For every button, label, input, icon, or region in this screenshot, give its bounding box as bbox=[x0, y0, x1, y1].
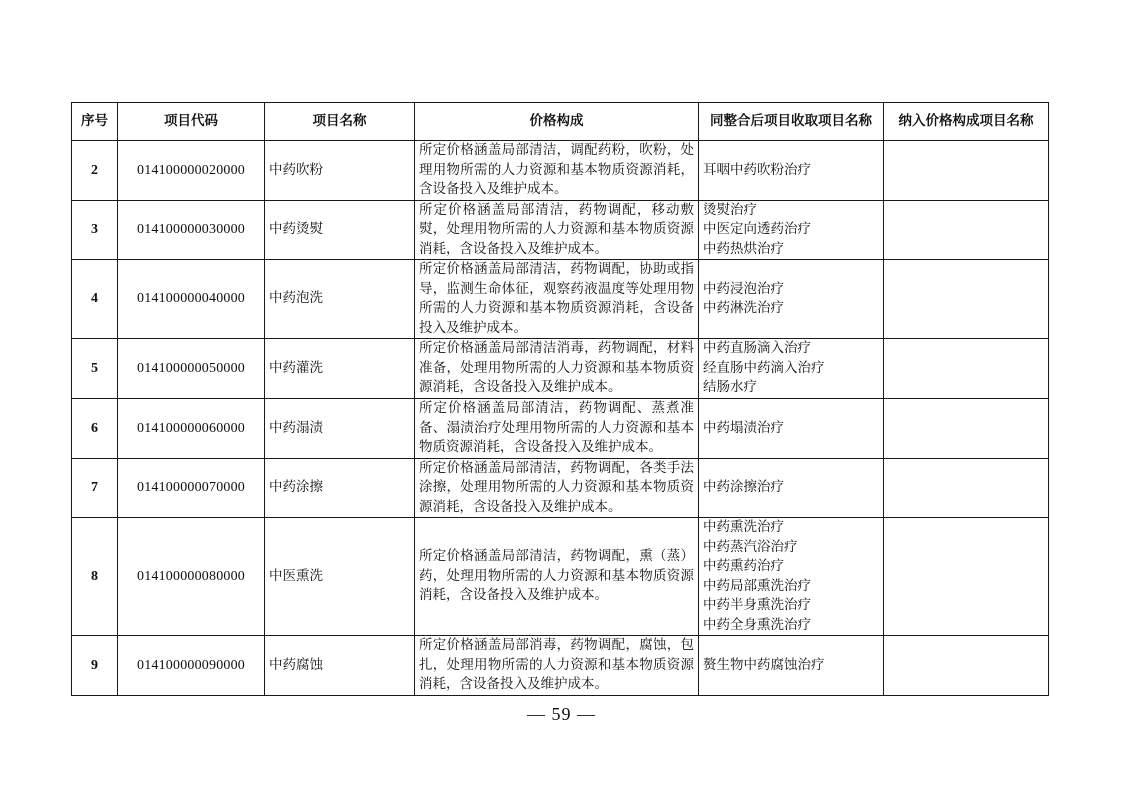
merged-item: 中药浸泡治疗 bbox=[703, 280, 784, 297]
merged-item: 中医定向透药治疗 bbox=[703, 221, 811, 237]
row-merged-items bbox=[699, 339, 884, 399]
row-seq: 4 bbox=[72, 260, 118, 339]
row-code: 014100000040000 bbox=[118, 260, 265, 339]
page-number: — 59 — bbox=[527, 704, 596, 724]
table-row bbox=[72, 339, 1049, 399]
merged-item: 耳咽中药吹粉治疗 bbox=[703, 161, 811, 178]
merged-item: 中药热烘治疗 bbox=[703, 240, 784, 257]
header-name: 项目名称 bbox=[265, 103, 415, 141]
merged-item: 赘生物中药腐蚀治疗 bbox=[703, 656, 825, 673]
row-price-composition: 所定价格涵盖局部清洁，调配药粉，吹粉，处理用物所需的人力资源和基本物质资源消耗，含设备投入及维护成本。 bbox=[415, 141, 699, 201]
row-seq: 8 bbox=[72, 518, 118, 636]
row-included-items bbox=[884, 518, 1049, 636]
row-seq: 3 bbox=[72, 200, 118, 260]
merged-item: 中药熏药治疗 bbox=[703, 558, 784, 574]
row-code: 014100000060000 bbox=[118, 399, 265, 459]
row-price-composition: 所定价格涵盖局部清洁，药物调配，各类手法涂擦，处理用物所需的人力资源和基本物质资源消耗，含设备投入及维护成本。 bbox=[415, 458, 699, 518]
merged-item: 中药半身熏洗治疗 bbox=[703, 597, 811, 613]
table-row bbox=[72, 399, 1049, 459]
table-row bbox=[72, 518, 1049, 636]
row-included-items bbox=[884, 399, 1049, 459]
table-row bbox=[72, 458, 1049, 518]
row-merged-items bbox=[699, 141, 884, 201]
row-name: 中药泡洗 bbox=[265, 260, 415, 339]
row-included-items bbox=[884, 458, 1049, 518]
merged-item: 中药局部熏洗治疗 bbox=[703, 577, 811, 594]
pricing-table bbox=[71, 102, 1049, 696]
merged-item: 中药直肠滴入治疗 bbox=[703, 340, 811, 357]
table-row bbox=[72, 636, 1049, 696]
table-body bbox=[72, 141, 1049, 696]
merged-item: 烫熨治疗 bbox=[703, 201, 757, 218]
row-included-items bbox=[884, 636, 1049, 696]
row-price-composition: 所定价格涵盖局部清洁消毒，药物调配，材料准备，处理用物所需的人力资源和基本物质资源消耗，含设备投入及维护成本。 bbox=[415, 339, 699, 399]
row-price-composition: 所定价格涵盖局部清洁，药物调配、蒸煮准备、溻渍治疗处理用物所需的人力资源和基本物质资源消耗，含设备投入及维护成本。 bbox=[415, 399, 699, 459]
row-seq: 5 bbox=[72, 339, 118, 399]
table-row bbox=[72, 260, 1049, 339]
row-merged-items bbox=[699, 636, 884, 696]
merged-item: 中药淋洗治疗 bbox=[703, 300, 784, 316]
row-name: 中药溻渍 bbox=[265, 399, 415, 459]
row-seq: 6 bbox=[72, 399, 118, 459]
row-included-items bbox=[884, 141, 1049, 201]
table-row bbox=[72, 141, 1049, 201]
row-seq: 9 bbox=[72, 636, 118, 696]
row-name: 中药腐蚀 bbox=[265, 636, 415, 696]
table-row bbox=[72, 200, 1049, 260]
row-seq: 2 bbox=[72, 141, 118, 201]
row-price-composition: 所定价格涵盖局部消毒，药物调配，腐蚀，包扎，处理用物所需的人力资源和基本物质资源消耗，含设备投入及维护成本。 bbox=[415, 636, 699, 696]
header-merged: 同整合后项目收取项目名称 bbox=[699, 103, 884, 141]
row-name: 中药吹粉 bbox=[265, 141, 415, 201]
header-code: 项目代码 bbox=[118, 103, 265, 141]
row-code: 014100000090000 bbox=[118, 636, 265, 696]
merged-item: 结肠水疗 bbox=[703, 379, 757, 396]
row-included-items bbox=[884, 200, 1049, 260]
row-code: 014100000020000 bbox=[118, 141, 265, 201]
merged-item: 中药蒸汽浴治疗 bbox=[703, 538, 798, 555]
merged-item: 中药涂擦治疗 bbox=[703, 479, 784, 495]
row-code: 014100000070000 bbox=[118, 458, 265, 518]
row-merged-items bbox=[699, 518, 884, 636]
row-seq: 7 bbox=[72, 458, 118, 518]
merged-item: 中药全身熏洗治疗 bbox=[703, 616, 811, 633]
merged-item: 中药塌渍治疗 bbox=[703, 419, 784, 436]
row-merged-items bbox=[699, 399, 884, 459]
row-included-items bbox=[884, 260, 1049, 339]
table-header bbox=[72, 103, 1049, 141]
header-price: 价格构成 bbox=[415, 103, 699, 141]
row-price-composition: 所定价格涵盖局部清洁，药物调配，熏（蒸）药，处理用物所需的人力资源和基本物质资源消耗，含设备投入及维护成本。 bbox=[415, 518, 699, 636]
row-merged-items bbox=[699, 260, 884, 339]
row-code: 014100000080000 bbox=[118, 518, 265, 636]
row-price-composition: 所定价格涵盖局部清洁，药物调配，移动敷熨，处理用物所需的人力资源和基本物质资源消耗，含设备投入及维护成本。 bbox=[415, 200, 699, 260]
row-price-composition: 所定价格涵盖局部清洁，药物调配，协助或指导，监测生命体征，观察药液温度等处理用物所需的人力资源和基本物质资源消耗，含设备投入及维护成本。 bbox=[415, 260, 699, 339]
row-name: 中医熏洗 bbox=[265, 518, 415, 636]
row-name: 中药灌洗 bbox=[265, 339, 415, 399]
row-merged-items bbox=[699, 458, 884, 518]
row-merged-items bbox=[699, 200, 884, 260]
merged-item: 经直肠中药滴入治疗 bbox=[703, 359, 825, 376]
merged-item: 中药熏洗治疗 bbox=[703, 519, 784, 535]
row-name: 中药烫熨 bbox=[265, 200, 415, 260]
header-row bbox=[72, 103, 1049, 141]
row-code: 014100000050000 bbox=[118, 339, 265, 399]
row-name: 中药涂擦 bbox=[265, 458, 415, 518]
header-seq: 序号 bbox=[72, 103, 118, 141]
row-included-items bbox=[884, 339, 1049, 399]
header-included: 纳入价格构成项目名称 bbox=[884, 103, 1049, 141]
row-code: 014100000030000 bbox=[118, 200, 265, 260]
